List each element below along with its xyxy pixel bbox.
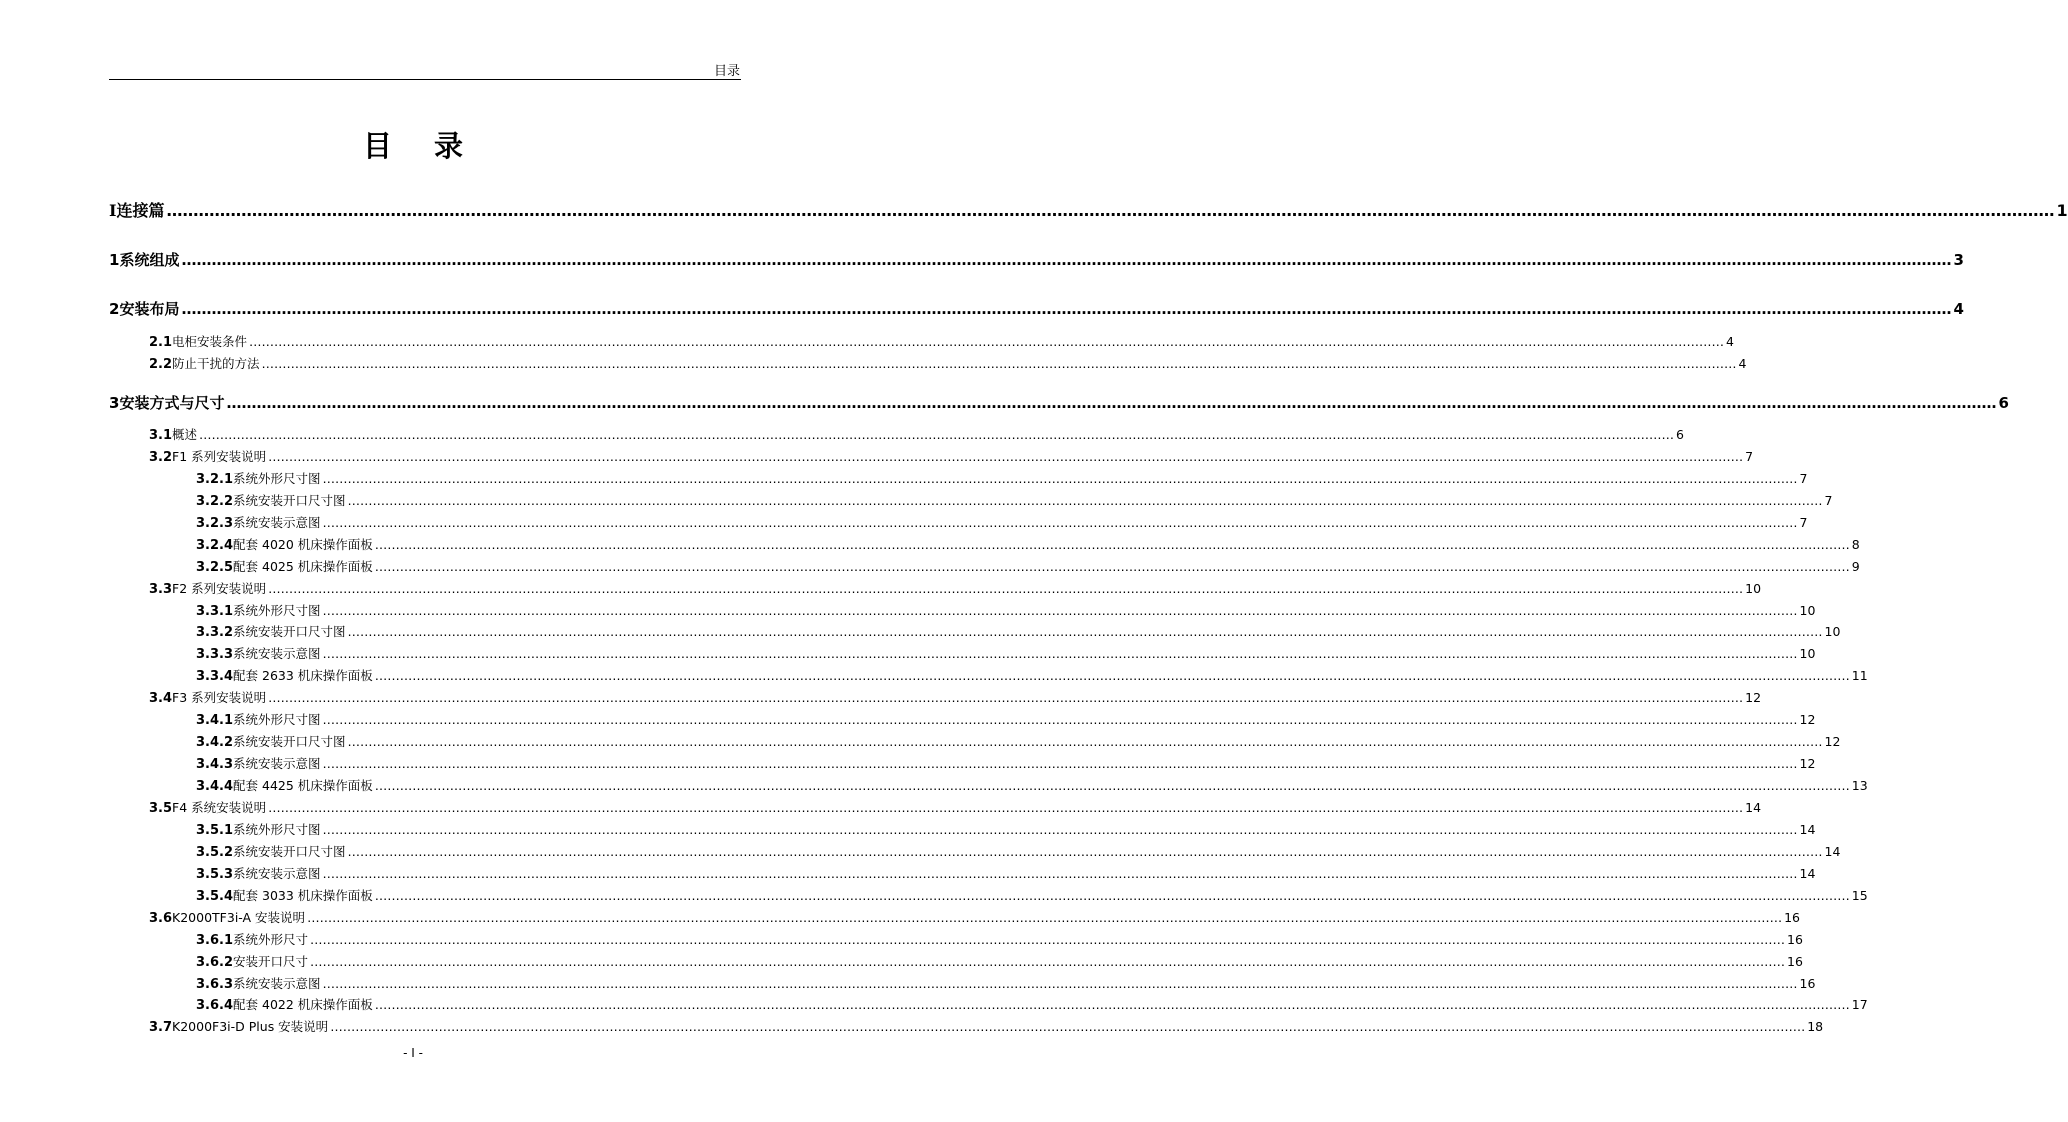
- toc-page: 12: [1824, 734, 1841, 749]
- toc-leader: …………………………………………………………………………………………………………………………………………………………………………………………………………………………………………………………………………………………………………………………: [226, 394, 1997, 412]
- toc-number: 3.5: [149, 801, 173, 816]
- toc-number: 3.6.4: [196, 998, 234, 1013]
- toc-number: 3.1: [149, 428, 173, 443]
- toc-leader: …………………………………………………………………………………………………………………………………………………………………………………………………………………………………………………………………………………………………………………………: [322, 646, 1798, 661]
- toc-entry-3-3-3[interactable]: [196, 644, 1816, 662]
- toc-number: 3.6.3: [196, 977, 234, 992]
- toc-title: 防止干扰的方法: [172, 356, 260, 371]
- toc-number: 3.4.2: [196, 735, 234, 750]
- toc-number: 3.3.4: [196, 669, 234, 684]
- toc-leader: …………………………………………………………………………………………………………………………………………………………………………………………………………………………………………………………………………………………………………………………: [322, 756, 1798, 771]
- toc-title: 系统外形尺寸图: [233, 603, 321, 618]
- toc-title: 连接篇: [116, 201, 165, 220]
- toc-leader: …………………………………………………………………………………………………………………………………………………………………………………………………………………………………………………………………………………………………………………………: [374, 778, 1850, 793]
- toc-title: F1 系列安装说明: [172, 449, 267, 464]
- toc-number: 3.5.4: [196, 889, 234, 904]
- toc-title: 安装开口尺寸: [233, 954, 309, 969]
- toc-leader: …………………………………………………………………………………………………………………………………………………………………………………………………………………………………………………………………………………………………………………………: [268, 690, 1744, 705]
- toc-entry-3-6[interactable]: [149, 908, 1800, 926]
- toc-title: 配套 4425 机床操作面板: [233, 778, 373, 793]
- toc-page: 16: [1784, 910, 1800, 925]
- toc-page: 7: [1745, 449, 1754, 464]
- toc-page: 4: [1953, 300, 1964, 318]
- toc-leader: …………………………………………………………………………………………………………………………………………………………………………………………………………………………………………………………………………………………………………………………: [374, 997, 1850, 1012]
- toc-number: 1: [109, 251, 120, 269]
- toc-number: 3.2.1: [196, 472, 234, 487]
- toc-entry-chapter-1[interactable]: [109, 249, 1964, 270]
- toc-title: K2000F3i-D Plus 安装说明: [172, 1019, 329, 1034]
- toc-entry-3-3-1[interactable]: [196, 601, 1816, 619]
- toc-leader: …………………………………………………………………………………………………………………………………………………………………………………………………………………………………………………………………………………………………………………………: [199, 427, 1675, 442]
- toc-number: 3.3.2: [196, 625, 234, 640]
- toc-entry-3-2[interactable]: [149, 447, 1754, 465]
- toc-number: 3.2: [149, 450, 173, 465]
- toc-title: 配套 3033 机床操作面板: [233, 888, 373, 903]
- toc-entry-3-5-2[interactable]: [196, 842, 1841, 860]
- toc-number: 3.6: [149, 911, 173, 926]
- toc-number: 3.3.1: [196, 604, 234, 619]
- toc-page: 12: [1745, 690, 1762, 705]
- toc-page: 7: [1799, 515, 1808, 530]
- toc-page: 11: [1851, 668, 1868, 683]
- toc-entry-3-3-2[interactable]: [196, 622, 1841, 640]
- toc-entry-3-5-3[interactable]: [196, 864, 1816, 882]
- toc-entry-3-4-3[interactable]: [196, 754, 1816, 772]
- toc-page: 1: [2056, 201, 2068, 220]
- toc-page: 12: [1799, 756, 1816, 771]
- toc-leader: …………………………………………………………………………………………………………………………………………………………………………………………………………………………………………………………………………………………………………………………: [261, 356, 1737, 371]
- toc-page: 16: [1799, 976, 1816, 991]
- toc-number: 3.5.2: [196, 845, 234, 860]
- toc-title: 系统安装示意图: [233, 866, 321, 881]
- toc-title: 系统外形尺寸图: [233, 712, 321, 727]
- toc-page: 14: [1799, 866, 1816, 881]
- toc-title: F4 系统安装说明: [172, 800, 267, 815]
- toc-title: 系统安装开口尺寸图: [233, 624, 346, 639]
- toc-number: 3.6.2: [196, 955, 234, 970]
- toc-leader: …………………………………………………………………………………………………………………………………………………………………………………………………………………………………………………………………………………………………………………………: [307, 910, 1783, 925]
- toc-entry-3-6-2[interactable]: [196, 952, 1803, 970]
- toc-entry-3-2-3[interactable]: [196, 513, 1808, 531]
- toc-leader: …………………………………………………………………………………………………………………………………………………………………………………………………………………………………………………………………………………………………………………………: [330, 1019, 1806, 1034]
- toc-leader: …………………………………………………………………………………………………………………………………………………………………………………………………………………………………………………………………………………………………………………………: [322, 976, 1798, 991]
- toc-page: 10: [1745, 581, 1762, 596]
- toc-page: 4: [1738, 356, 1747, 371]
- toc-entry-3-6-3[interactable]: [196, 974, 1816, 992]
- toc-entry-3-2-4[interactable]: [196, 535, 1860, 553]
- toc-title: K2000TF3i-A 安装说明: [172, 910, 306, 925]
- toc-number: 3.4.4: [196, 779, 234, 794]
- toc-page: 18: [1807, 1019, 1824, 1034]
- toc-number: 3.3: [149, 582, 173, 597]
- toc-entry-3-5-1[interactable]: [196, 820, 1816, 838]
- toc-entry-3-6-4[interactable]: [196, 995, 1868, 1013]
- toc-entry-3-5-4[interactable]: [196, 886, 1868, 904]
- toc-leader: …………………………………………………………………………………………………………………………………………………………………………………………………………………………………………………………………………………………………………………………: [322, 603, 1798, 618]
- toc-title: F2 系列安装说明: [172, 581, 267, 596]
- toc-leader: …………………………………………………………………………………………………………………………………………………………………………………………………………………………………………………………………………………………………………………………: [181, 300, 1952, 318]
- toc-leader: …………………………………………………………………………………………………………………………………………………………………………………………………………………………………………………………………………………………………………………………: [374, 559, 1850, 574]
- toc-title: 系统安装开口尺寸图: [233, 844, 346, 859]
- toc-page: 9: [1851, 559, 1860, 574]
- toc-entry-3-3[interactable]: [149, 579, 1762, 597]
- toc-number: 3.3.3: [196, 647, 234, 662]
- toc-page: 4: [1726, 334, 1734, 349]
- toc-entry-3-3-4[interactable]: [196, 666, 1868, 684]
- toc-leader: …………………………………………………………………………………………………………………………………………………………………………………………………………………………………………………………………………………………………………………………: [310, 932, 1786, 947]
- toc-entry-3-2-5[interactable]: [196, 557, 1860, 575]
- toc-title: 系统安装开口尺寸图: [233, 493, 346, 508]
- toc-title: 配套 2633 机床操作面板: [233, 668, 373, 683]
- toc-title: 系统安装示意图: [233, 515, 321, 530]
- toc-title: 系统安装示意图: [233, 976, 321, 991]
- toc-page: 13: [1851, 778, 1868, 793]
- toc-page: 14: [1824, 844, 1841, 859]
- toc-title: 系统安装开口尺寸图: [233, 734, 346, 749]
- toc-number: 3.4.3: [196, 757, 234, 772]
- toc-number: 2.2: [149, 357, 173, 372]
- toc-page: 3: [1953, 251, 1964, 269]
- toc-title: 电柜安装条件: [172, 334, 248, 349]
- toc-entry-3-4[interactable]: [149, 688, 1762, 706]
- toc-number: 3.4.1: [196, 713, 234, 728]
- toc-page: 12: [1799, 712, 1816, 727]
- toc-leader: …………………………………………………………………………………………………………………………………………………………………………………………………………………………………………………………………………………………………………………………: [347, 844, 1823, 859]
- toc-page: 10: [1799, 603, 1816, 618]
- toc-number: 3.5.1: [196, 823, 234, 838]
- toc-number: 3.6.1: [196, 933, 234, 948]
- page-number: - I -: [403, 1046, 423, 1060]
- toc-entry-3-2-1[interactable]: [196, 469, 1808, 487]
- toc-entry-3-4-4[interactable]: [196, 776, 1868, 794]
- toc-entry-chapter-3[interactable]: [109, 392, 2009, 413]
- page-title: 目 录: [362, 129, 480, 163]
- toc-title: 系统组成: [119, 251, 180, 269]
- toc-page: 16: [1787, 954, 1803, 969]
- toc-number: 3.5.3: [196, 867, 234, 882]
- toc-leader: …………………………………………………………………………………………………………………………………………………………………………………………………………………………………………………………………………………………………………………………: [310, 954, 1786, 969]
- toc-leader: …………………………………………………………………………………………………………………………………………………………………………………………………………………………………………………………………………………………………………………………: [347, 624, 1823, 639]
- toc-number: 3.2.5: [196, 560, 234, 575]
- toc-number: 3.2.2: [196, 494, 234, 509]
- toc-page: 14: [1745, 800, 1762, 815]
- toc-page: 17: [1851, 997, 1868, 1012]
- toc-leader: …………………………………………………………………………………………………………………………………………………………………………………………………………………………………………………………………………………………………………………………: [322, 866, 1798, 881]
- toc-entry-3-5[interactable]: [149, 798, 1762, 816]
- toc-number: 2.1: [149, 335, 173, 350]
- toc-title: 系统外形尺寸: [233, 932, 309, 947]
- toc-entry-3-1[interactable]: [149, 425, 1684, 443]
- toc-title: 系统外形尺寸图: [233, 471, 321, 486]
- toc-title: 安装布局: [119, 300, 180, 318]
- toc-number: 3.7: [149, 1020, 173, 1035]
- toc-title: 安装方式与尺寸: [119, 394, 225, 412]
- toc-leader: …………………………………………………………………………………………………………………………………………………………………………………………………………………………………………………………………………………………………………………………: [268, 449, 1744, 464]
- toc-entry-3-4-1[interactable]: [196, 710, 1816, 728]
- toc-page: 7: [1824, 493, 1833, 508]
- toc-number: 3.4: [149, 691, 173, 706]
- toc-number: 2: [109, 300, 120, 318]
- toc-leader: …………………………………………………………………………………………………………………………………………………………………………………………………………………………………………………………………………………………………………………………: [268, 800, 1744, 815]
- toc-entry-3-2-2[interactable]: [196, 491, 1833, 509]
- toc-leader: …………………………………………………………………………………………………………………………………………………………………………………………………………………………………………………………………………………………………………………………: [181, 251, 1952, 269]
- toc-leader: …………………………………………………………………………………………………………………………………………………………………………………………………………………………………………………………………………………………………………………………: [347, 493, 1823, 508]
- toc-page: 15: [1851, 888, 1868, 903]
- toc-page: 6: [1998, 394, 2009, 412]
- toc-entry-3-7[interactable]: [149, 1017, 1824, 1035]
- toc-leader: …………………………………………………………………………………………………………………………………………………………………………………………………………………………………………………………………………………………………………………………: [374, 668, 1850, 683]
- toc-leader: …………………………………………………………………………………………………………………………………………………………………………………………………………………………………………………………………………………………………………………………: [322, 822, 1798, 837]
- toc-entry-3-4-2[interactable]: [196, 732, 1841, 750]
- toc-number: 3.2.3: [196, 516, 234, 531]
- toc-leader: …………………………………………………………………………………………………………………………………………………………………………………………………………………………………………………………………………………………………………………………: [374, 537, 1850, 552]
- toc-page: 16: [1787, 932, 1803, 947]
- toc-leader: …………………………………………………………………………………………………………………………………………………………………………………………………………………………………………………………………………………………………………………………: [166, 201, 2055, 220]
- toc-leader: …………………………………………………………………………………………………………………………………………………………………………………………………………………………………………………………………………………………………………………………: [374, 888, 1850, 903]
- toc-number: 3.2.4: [196, 538, 234, 553]
- toc-page: 7: [1799, 471, 1808, 486]
- toc-title: 配套 4020 机床操作面板: [233, 537, 373, 552]
- toc-page: 10: [1824, 624, 1841, 639]
- toc-page: 10: [1799, 646, 1816, 661]
- toc-title: F3 系列安装说明: [172, 690, 267, 705]
- toc-title: 系统安装示意图: [233, 756, 321, 771]
- toc-title: 系统安装示意图: [233, 646, 321, 661]
- toc-page: 6: [1676, 427, 1684, 442]
- toc-title: 系统外形尺寸图: [233, 822, 321, 837]
- toc-page: 8: [1851, 537, 1860, 552]
- toc-leader: …………………………………………………………………………………………………………………………………………………………………………………………………………………………………………………………………………………………………………………………: [268, 581, 1744, 596]
- toc-entry-2-1[interactable]: [149, 332, 1734, 350]
- toc-leader: …………………………………………………………………………………………………………………………………………………………………………………………………………………………………………………………………………………………………………………………: [322, 515, 1798, 530]
- toc-entry-2-2[interactable]: [149, 354, 1747, 372]
- toc-leader: …………………………………………………………………………………………………………………………………………………………………………………………………………………………………………………………………………………………………………………………: [249, 334, 1725, 349]
- toc-entry-3-6-1[interactable]: [196, 930, 1803, 948]
- toc-entry-chapter-2[interactable]: [109, 298, 1964, 319]
- running-header: 目录: [713, 64, 740, 79]
- toc-leader: …………………………………………………………………………………………………………………………………………………………………………………………………………………………………………………………………………………………………………………………: [322, 712, 1798, 727]
- toc-title: 配套 4025 机床操作面板: [233, 559, 373, 574]
- toc-entry-part-1[interactable]: [109, 198, 2068, 221]
- toc-leader: …………………………………………………………………………………………………………………………………………………………………………………………………………………………………………………………………………………………………………………………: [322, 471, 1798, 486]
- toc-page: 14: [1799, 822, 1816, 837]
- toc-title: 概述: [172, 427, 198, 442]
- toc-number: I: [109, 201, 117, 220]
- toc-title: 配套 4022 机床操作面板: [233, 997, 373, 1012]
- toc-leader: …………………………………………………………………………………………………………………………………………………………………………………………………………………………………………………………………………………………………………………………: [347, 734, 1823, 749]
- toc-number: 3: [109, 394, 120, 412]
